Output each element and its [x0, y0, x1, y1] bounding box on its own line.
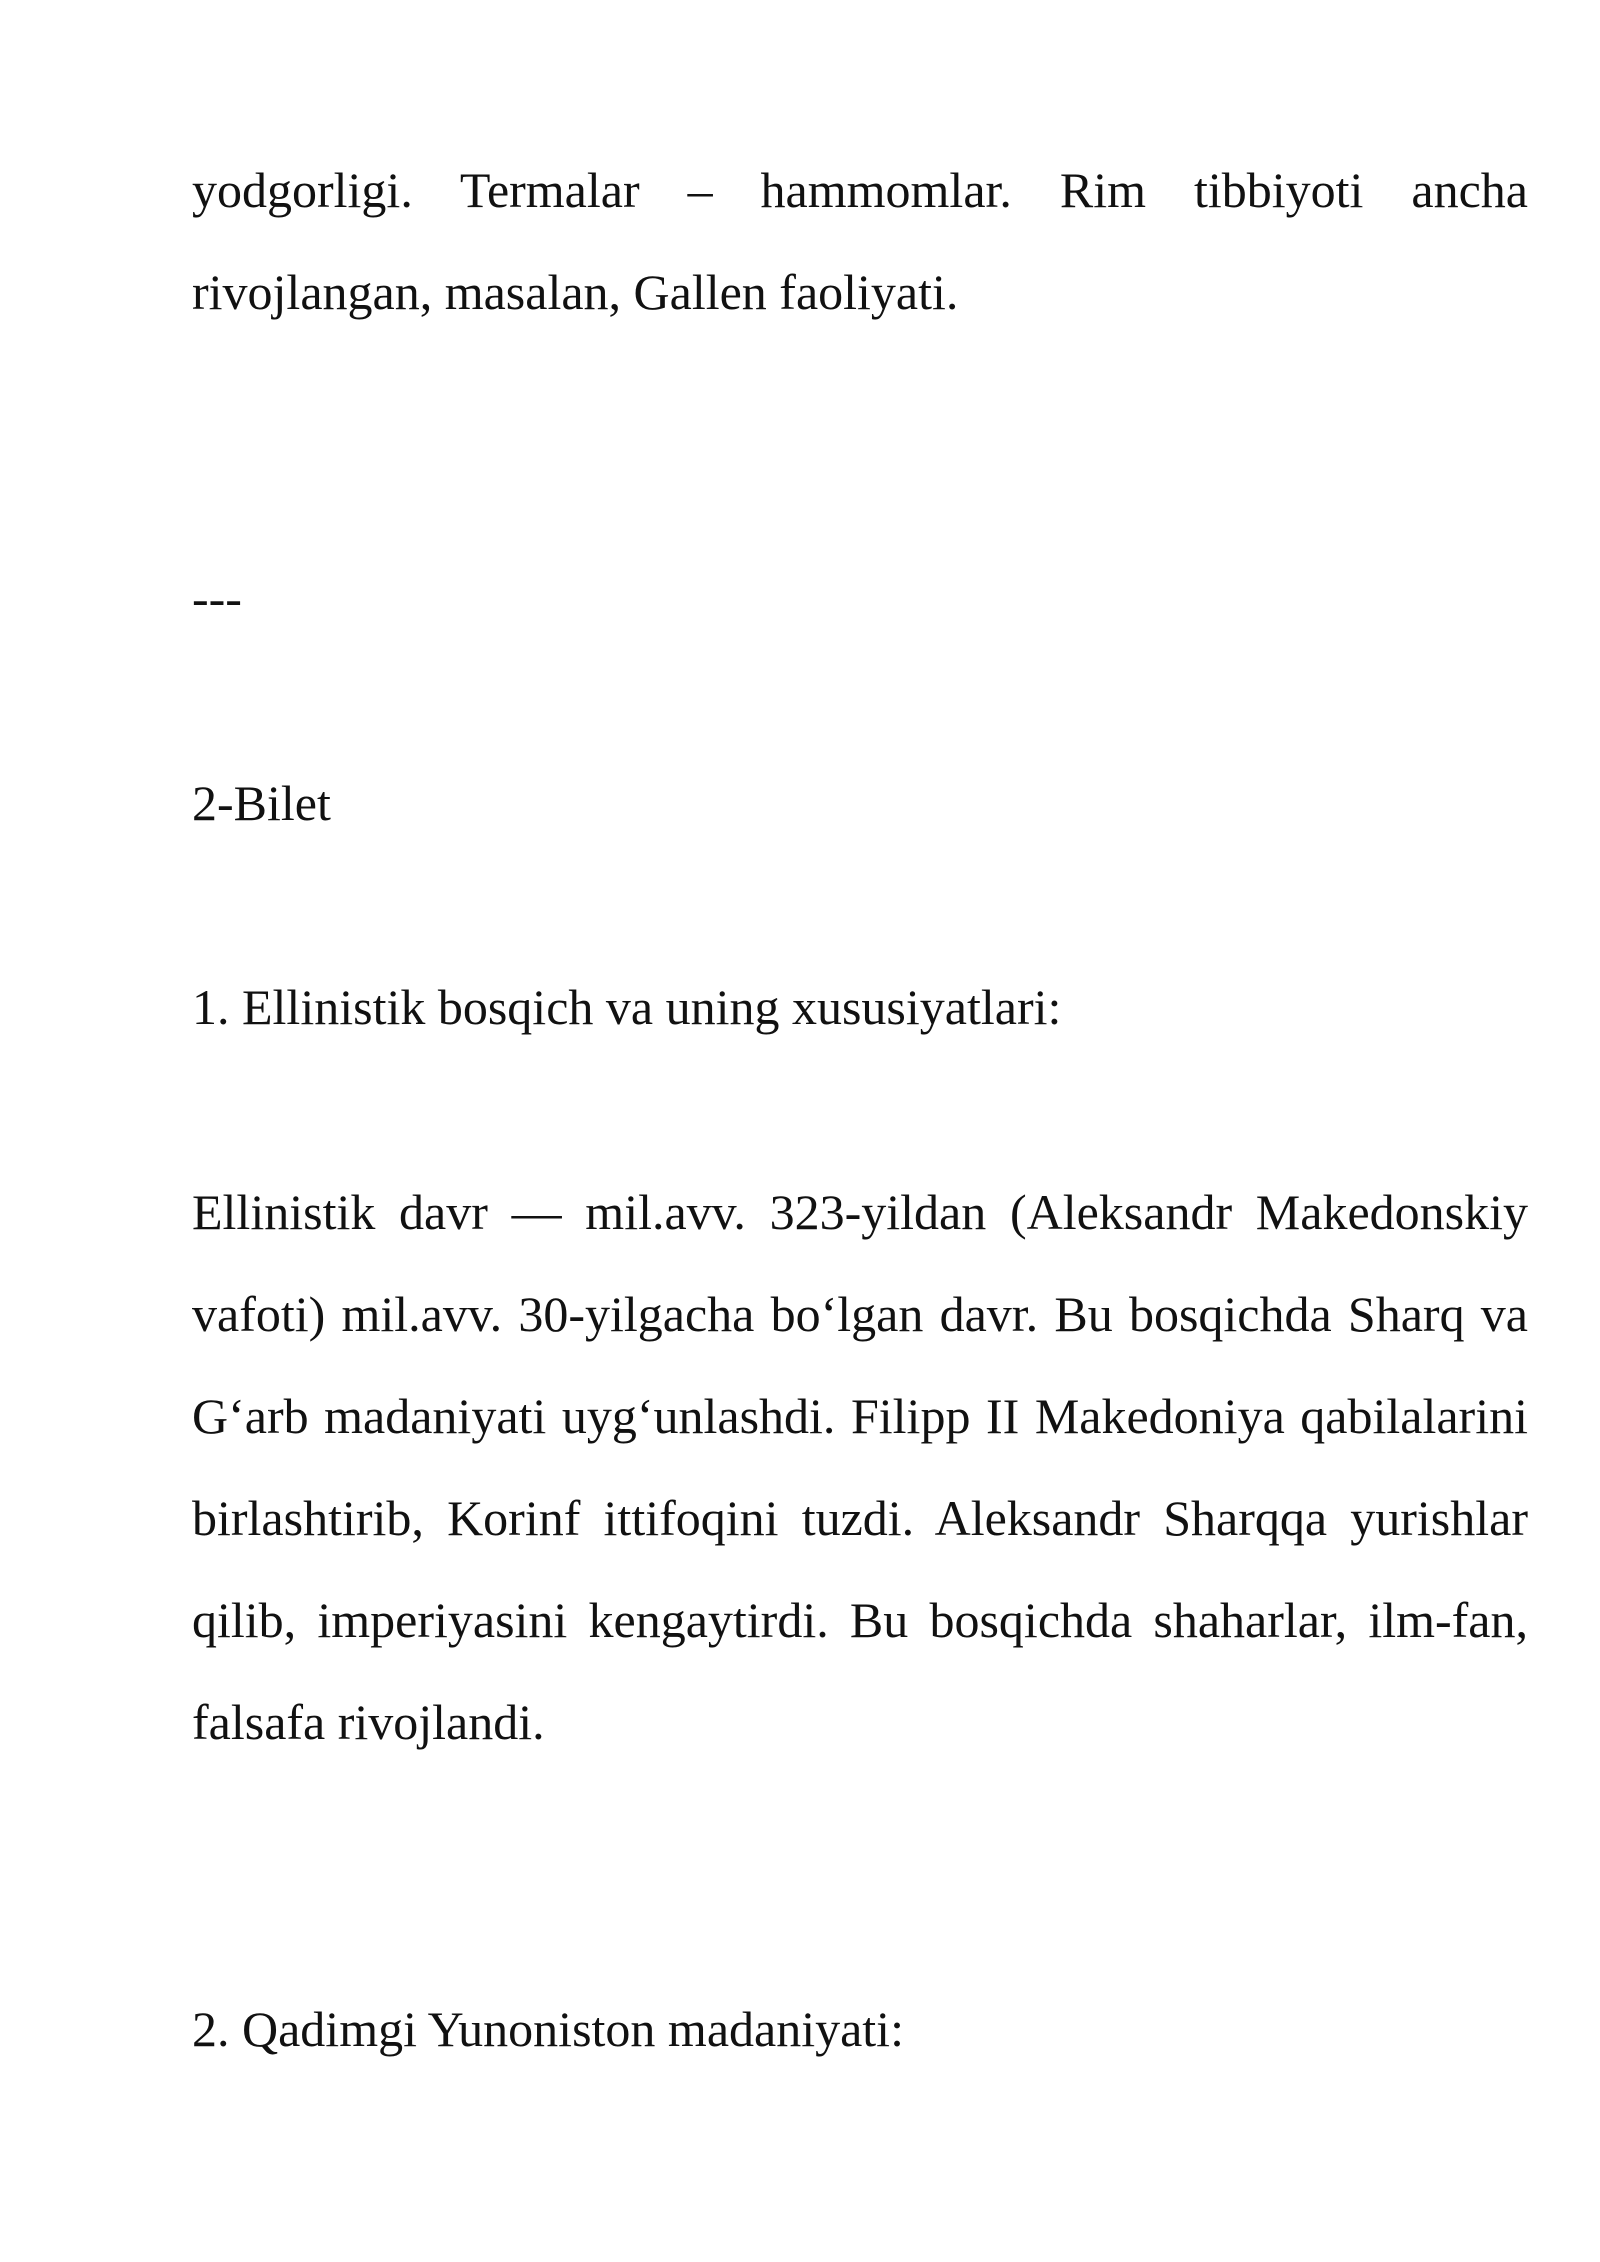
- ticket-title: 2-Bilet: [192, 775, 331, 831]
- section-separator: ---: [192, 570, 242, 626]
- question-1-body: Ellinistik davr — mil.avv. 323-yildan (Aleksandr Makedonskiy vafoti) mil.avv. 30-yilgacha bo‘lgan davr. Bu bosqichda Sharq va G‘arb madaniyati uyg‘unlashdi. Filipp II Makedoniya qabilalarini birlashtirib, Korinf ittifoqini tuzdi. Aleksandr Sharqqa yurishlar qilib, imperiyasini kengaytirdi. Bu bosqichda shaharlar, ilm-fan, falsafa rivojlandi.: [192, 1184, 1528, 1750]
- continuation-paragraph: yodgorligi. Termalar – hammomlar. Rim tibbiyoti ancha rivojlangan, masalan, Gallen faoliyati.: [192, 162, 1528, 320]
- question-1-heading: 1. Ellinistik bosqich va uning xususiyatlari:: [192, 979, 1062, 1035]
- question-2-heading: 2. Qadimgi Yunoniston madaniyati:: [192, 2001, 904, 2057]
